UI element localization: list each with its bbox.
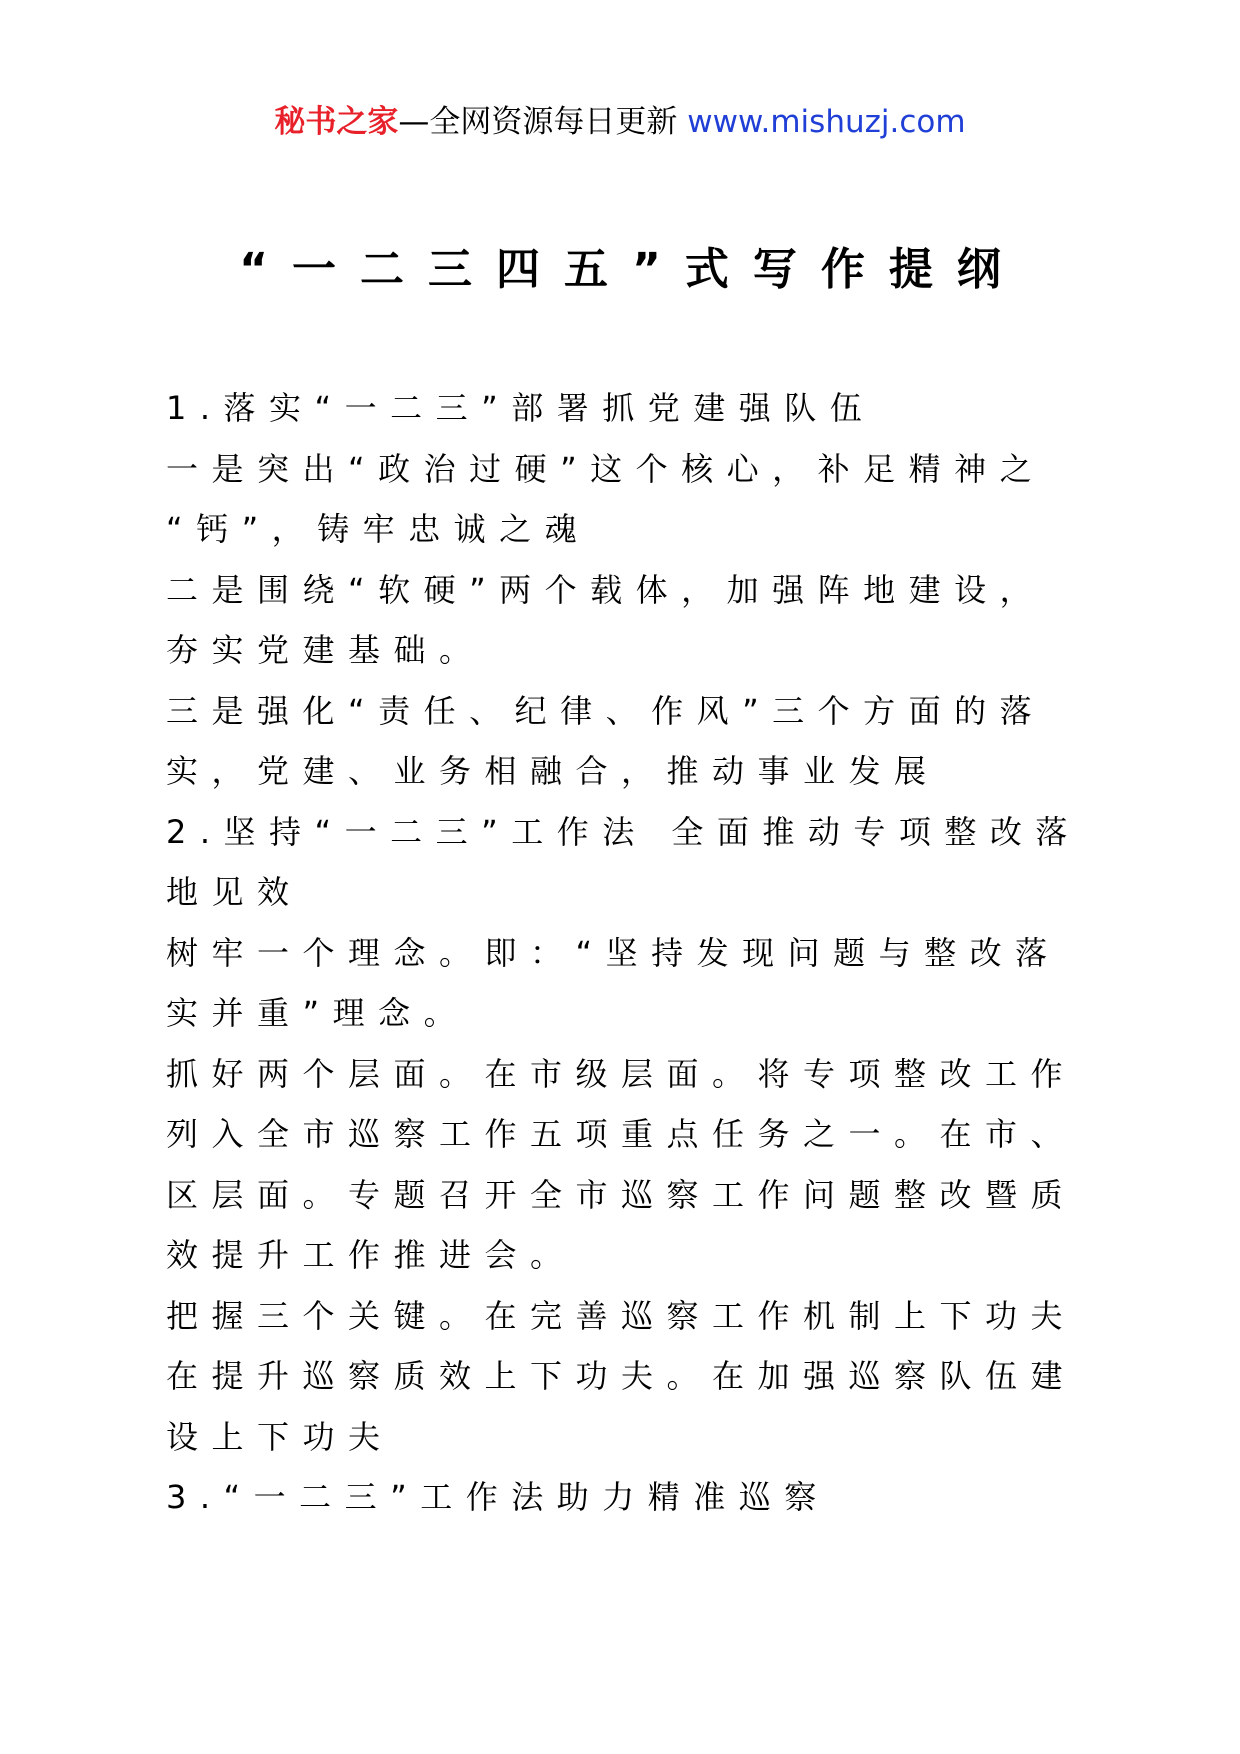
site-header bbox=[0, 100, 1240, 144]
site-url[interactable]: www.mishuzj.com bbox=[687, 104, 966, 140]
text-line: 区层面。专题召开全市巡察工作问题整改暨质 bbox=[166, 1175, 1077, 1214]
brand-name: 秘书之家 bbox=[274, 104, 399, 140]
text-line: 实，党建、业务相融合，推动事业发展 bbox=[166, 752, 940, 790]
text-line: 在提升巡察质效上下功夫。在加强巡察队伍建 bbox=[166, 1357, 1077, 1395]
text-line: 设上下功夫 bbox=[166, 1417, 394, 1456]
text-line: 2.坚持“一二三”工作法 全面推动专项整改落 bbox=[166, 812, 1081, 851]
text-line: 效提升工作推进会。 bbox=[166, 1236, 576, 1274]
text-line: 地见效 bbox=[166, 873, 303, 911]
text-line: 二是围绕“软硬”两个载体，加强阵地建设， bbox=[166, 570, 1046, 609]
text-line: 列入全市巡察工作五项重点任务之一。在市、 bbox=[166, 1115, 1077, 1153]
text-line: 3.“一二三”工作法助力精准巡察 bbox=[166, 1478, 830, 1516]
document-title: “一二三四五”式写作提纲 bbox=[239, 244, 1025, 295]
text-line: “钙”，铸牢忠诚之魂 bbox=[166, 510, 591, 548]
site-tagline: —全网资源每日更新 bbox=[398, 104, 678, 140]
text-line: 把握三个关键。在完善巡察工作机制上下功夫 bbox=[166, 1296, 1077, 1335]
text-line: 抓好两个层面。在市级层面。将专项整改工作 bbox=[166, 1054, 1077, 1093]
text-line: 夯实党建基础。 bbox=[166, 631, 485, 669]
text-line: 1.落实“一二三”部署抓党建强队伍 bbox=[166, 389, 876, 427]
text-line: 一是突出“政治过硬”这个核心，补足精神之 bbox=[166, 449, 1046, 488]
text-line: 实并重”理念。 bbox=[166, 994, 470, 1032]
document-body bbox=[166, 378, 1086, 1528]
text-line: 树牢一个理念。即：“坚持发现问题与整改落 bbox=[166, 933, 1061, 972]
text-line: 三是强化“责任、纪律、作风”三个方面的落 bbox=[166, 691, 1046, 730]
